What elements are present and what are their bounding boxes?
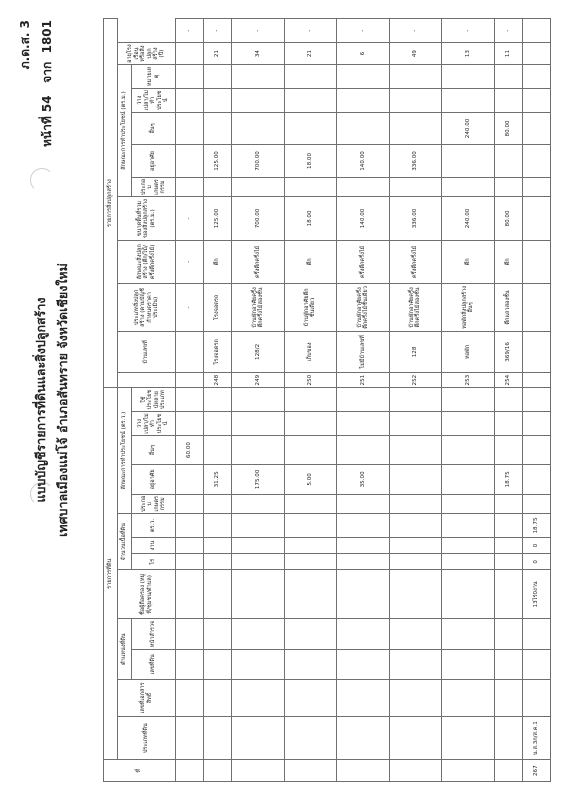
building-cell-house: [176, 331, 204, 372]
land-cell: [204, 388, 232, 412]
table-row: [522, 19, 550, 782]
land-cell-land-type: [204, 716, 232, 759]
land-cell-ngan: [204, 537, 232, 553]
building-cell-other: 240.00: [442, 112, 494, 145]
building-cell-type: -: [176, 284, 204, 332]
building-cell-type: บ้านพักอาศัยครึ่งตึกครึ่งไม้สองชั้น: [232, 284, 284, 332]
building-cell-vacant: [176, 88, 204, 112]
land-cell-rai: [494, 554, 522, 570]
land-cell-vacant: [522, 412, 550, 436]
building-cell-other: [284, 112, 336, 145]
header-agriculture: ประกอบเกษตรกรรม: [132, 494, 176, 514]
land-cell-seq: [204, 760, 232, 782]
building-cell-no: 251: [337, 373, 389, 388]
building-cell-type: บ้านพักอาศัยตึกชั้นเดียว: [284, 284, 336, 332]
building-cell-char: -: [176, 240, 204, 283]
land-cell-ngan: [337, 537, 389, 553]
page-number: 54: [40, 95, 54, 113]
building-cell-area: [522, 197, 550, 240]
building-cell-agri: [442, 177, 494, 197]
document-title: [30, 0, 74, 800]
land-cell-land-type: [442, 716, 494, 759]
header-seq: ที่: [104, 760, 176, 782]
building-cell-agri: [284, 177, 336, 197]
building-cell-house: หอพัก: [442, 331, 494, 372]
table-row: [494, 19, 522, 782]
building-cell-age: 21: [204, 43, 232, 65]
building-cell-remark: -: [176, 19, 204, 43]
land-cell: [284, 649, 336, 679]
table-row: [442, 19, 494, 782]
land-cell: [176, 649, 204, 679]
land-cell: [442, 619, 494, 649]
land-cell: [522, 649, 550, 679]
land-cell-sqwa: [337, 514, 389, 538]
land-cell-other: [232, 435, 284, 464]
land-cell-sqwa: [232, 514, 284, 538]
building-cell-agri: [389, 177, 441, 197]
building-cell-char: ครึ่งตึกครึ่งไม้: [337, 240, 389, 283]
building-cell-type: บ้านพักอาศัยครึ่งตึกครึ่งไม้สองชั้น: [389, 284, 441, 332]
building-cell-type: [522, 284, 550, 332]
land-cell-doc-no: [494, 680, 522, 717]
land-cell-vacant: [284, 412, 336, 436]
land-cell-land-type: [176, 716, 204, 759]
land-cell-land-type: [337, 716, 389, 759]
land-cell-sqwa: [204, 514, 232, 538]
building-cell-res: [522, 145, 550, 178]
building-cell-char: [522, 240, 550, 283]
building-cell-remark: -: [389, 19, 441, 43]
land-cell: [389, 494, 441, 514]
land-cell-sqwa: [284, 514, 336, 538]
header-area-section: จำนวนเนื้อที่ดิน: [118, 514, 132, 570]
land-cell-land-type: [232, 716, 284, 759]
header-house-no: บ้านเลขที่: [118, 331, 176, 372]
land-cell-other: [389, 435, 441, 464]
building-cell-res: [176, 145, 204, 178]
building-cell-res: 125.00: [204, 145, 232, 178]
building-cell-vacant: [284, 88, 336, 112]
building-cell-age: 6: [337, 43, 389, 65]
building-cell-vacant: [494, 88, 522, 112]
building-cell: [494, 64, 522, 88]
building-cell-house: 128: [389, 331, 441, 372]
land-cell-ngan: [389, 537, 441, 553]
land-cell-sqwa: [442, 514, 494, 538]
building-cell-no: 250: [284, 373, 336, 388]
land-cell-sqwa: [176, 514, 204, 538]
land-cell-seq: [494, 760, 522, 782]
building-cell-remark: -: [337, 19, 389, 43]
building-cell-agri: [232, 177, 284, 197]
header-b-agriculture: ประกอบเกษตรกรรม: [132, 177, 176, 197]
land-cell: [284, 388, 336, 412]
header-doc-no: เลขที่เอกสารสิทธิ์: [118, 680, 176, 717]
land-cell-ngan: 0: [522, 537, 550, 553]
land-cell-rai: [176, 554, 204, 570]
building-cell: [204, 64, 232, 88]
land-cell-rai: [442, 554, 494, 570]
land-cell-owner: [204, 570, 232, 619]
building-cell-other: [204, 112, 232, 145]
land-cell-ngan: [494, 537, 522, 553]
land-cell-doc-no: [389, 680, 441, 717]
land-cell-doc-no: [176, 680, 204, 717]
land-cell: [284, 494, 336, 514]
building-cell-res: 140.00: [337, 145, 389, 178]
table-row: [284, 19, 336, 782]
building-cell-agri: [522, 177, 550, 197]
land-cell: [204, 494, 232, 514]
land-cell-other: [337, 435, 389, 464]
building-cell-house: ไม่มีบ้านเลขที่: [337, 331, 389, 372]
land-cell: [284, 619, 336, 649]
building-cell-res: 700.00: [232, 145, 284, 178]
land-cell-rai: [232, 554, 284, 570]
land-cell-other: 60.00: [176, 435, 204, 464]
land-cell-ngan: [442, 537, 494, 553]
building-cell-vacant: [522, 88, 550, 112]
building-cell-type: หอพักสิ่งปลูกสร้างอื่นๆ: [442, 284, 494, 332]
building-cell: [337, 64, 389, 88]
building-cell-res: [494, 145, 522, 178]
land-cell: [442, 649, 494, 679]
form-code: ภ.ด.ส. 3: [18, 20, 32, 70]
land-cell-land-type: [494, 716, 522, 759]
land-cell-land-type: น.ส.3ก/ส.ค.1: [522, 716, 550, 759]
land-cell: [176, 388, 204, 412]
land-cell: [232, 649, 284, 679]
building-cell-age: [522, 43, 550, 65]
header-building-area: ขนาดพื้นที่รวมของสิ่งปลูกสร้าง (ตร.ม.): [118, 197, 176, 240]
table-row: [389, 19, 441, 782]
building-cell-type: ตึกแถวสองชั้น: [494, 284, 522, 332]
building-cell-no: [522, 373, 550, 388]
building-cell-house: [522, 331, 550, 372]
land-cell-doc-no: [232, 680, 284, 717]
land-cell: [522, 494, 550, 514]
total-pages: 1801: [40, 20, 54, 54]
land-cell-sqwa: 18.75: [522, 514, 550, 538]
building-cell: [389, 64, 441, 88]
header-building-character: ลักษณะสิ่งปลูกสร้าง (ตึก/ไม้/ครึ่งตึกครึ่งไม้): [118, 240, 176, 283]
land-cell-vacant: [442, 412, 494, 436]
table-row: [176, 19, 204, 782]
land-cell-residence: [442, 465, 494, 494]
building-cell-no: 248: [204, 373, 232, 388]
land-cell: [389, 388, 441, 412]
building-cell-area: 240.00: [442, 197, 494, 240]
land-cell-residence: 18.75: [494, 465, 522, 494]
land-cell-owner: [389, 570, 441, 619]
register-table: [103, 18, 551, 782]
header-land-number: เลขที่ดิน: [132, 649, 176, 679]
land-cell: [442, 388, 494, 412]
land-cell-seq: [284, 760, 336, 782]
building-cell-no: 249: [232, 373, 284, 388]
land-cell-other: [522, 435, 550, 464]
building-cell-area: 125.00: [204, 197, 232, 240]
of-label: จาก: [40, 61, 54, 83]
header-building-type: ประเภทสิ่งปลูกสร้าง (ตามบัญชีกำหนดราคาประเมิน): [118, 284, 176, 332]
building-cell-vacant: [204, 88, 232, 112]
land-cell-other: [284, 435, 336, 464]
land-cell-vacant: [337, 412, 389, 436]
building-cell-no: 253: [442, 373, 494, 388]
land-cell-vacant: [494, 412, 522, 436]
land-cell-residence: 5.00: [284, 465, 336, 494]
header-mixed: ใช้ประโยชน์หลายประเภท: [132, 388, 176, 412]
header-sqwa: ตร.ว.: [132, 514, 176, 538]
building-cell-other: [337, 112, 389, 145]
building-cell-age: 11: [494, 43, 522, 65]
building-cell-other: [176, 112, 204, 145]
building-cell-agri: [337, 177, 389, 197]
building-cell-char: ตึก: [284, 240, 336, 283]
building-cell-other: [522, 112, 550, 145]
building-cell-char: ตึก: [494, 240, 522, 283]
building-cell: [232, 64, 284, 88]
land-cell-ngan: [176, 537, 204, 553]
land-cell: [337, 388, 389, 412]
land-cell-residence: 31.25: [204, 465, 232, 494]
land-cell-doc-no: [284, 680, 336, 717]
building-cell-no: 254: [494, 373, 522, 388]
land-cell: [204, 619, 232, 649]
building-cell-area: 18.00: [284, 197, 336, 240]
building-cell-res: 18.00: [284, 145, 336, 178]
building-cell-age: 21: [284, 43, 336, 65]
header-land-section: รายการที่ดิน: [104, 388, 118, 760]
land-cell-other: [442, 435, 494, 464]
land-cell: [232, 494, 284, 514]
land-cell-ngan: [232, 537, 284, 553]
land-cell: [494, 649, 522, 679]
building-cell-area: -: [176, 197, 204, 240]
land-cell-vacant: [176, 412, 204, 436]
building-cell-vacant: [389, 88, 441, 112]
building-cell-house: โรงจอดรถ: [204, 331, 232, 372]
land-cell-doc-no: [204, 680, 232, 717]
land-cell: [232, 619, 284, 649]
header-other-use: อื่นๆ: [132, 435, 176, 464]
header-b-usage-section: ลักษณะการทำประโยชน์ (ตร.ม.): [118, 64, 132, 196]
land-cell: [494, 388, 522, 412]
land-cell-doc-no: [522, 680, 550, 717]
land-cell: [337, 649, 389, 679]
building-cell-remark: -: [442, 19, 494, 43]
land-cell-rai: [389, 554, 441, 570]
building-cell-age: 34: [232, 43, 284, 65]
land-cell-sqwa: [389, 514, 441, 538]
land-cell-seq: [442, 760, 494, 782]
header-owner: ชื่อผู้ถือครอง (หมู่ที่/ชุมชน/ตำบล): [118, 570, 176, 619]
header-land-location: ตำแหน่งที่ดิน: [118, 619, 132, 680]
header-b-other-use: อื่นๆ: [132, 112, 176, 145]
land-cell-other: [204, 435, 232, 464]
land-cell-seq: 267: [522, 760, 550, 782]
building-cell-agri: [176, 177, 204, 197]
header-remarks: หมายเหตุ: [132, 64, 176, 88]
table-row: [232, 19, 284, 782]
building-cell-char: ครึ่งตึกครึ่งไม้: [389, 240, 441, 283]
building-cell-agri: [494, 177, 522, 197]
building-cell-other: [232, 112, 284, 145]
land-cell: [204, 649, 232, 679]
land-cell-seq: [389, 760, 441, 782]
land-cell-owner: [232, 570, 284, 619]
land-cell: [389, 619, 441, 649]
building-cell-area: 140.00: [337, 197, 389, 240]
land-cell-vacant: [389, 412, 441, 436]
building-cell-no: 252: [389, 373, 441, 388]
building-cell-type: บ้านพักอาศัยครึ่งตึกครึ่งไม้ชั้นเดียว: [337, 284, 389, 332]
header-age: อายุโรงเรือนหรือสิ่งปลูกสร้าง (ปี): [118, 43, 176, 65]
header-building-section: รายการสิ่งปลูกสร้าง: [104, 19, 118, 388]
land-cell-sqwa: [494, 514, 522, 538]
building-cell-vacant: [232, 88, 284, 112]
land-cell: [176, 494, 204, 514]
land-cell: [494, 494, 522, 514]
land-cell: [337, 494, 389, 514]
land-cell-other: [494, 435, 522, 464]
land-cell-owner: [337, 570, 389, 619]
building-cell-res: 336.00: [389, 145, 441, 178]
building-cell: [284, 64, 336, 88]
building-cell-age: 49: [389, 43, 441, 65]
land-cell: [232, 388, 284, 412]
land-cell: [337, 619, 389, 649]
building-cell: [442, 64, 494, 88]
building-cell-vacant: [442, 88, 494, 112]
land-cell-seq: [176, 760, 204, 782]
land-cell-doc-no: [442, 680, 494, 717]
building-cell-other: [389, 112, 441, 145]
land-cell: [522, 619, 550, 649]
land-cell-owner: [284, 570, 336, 619]
building-cell-house: 128/2: [232, 331, 284, 372]
land-cell-owner: [176, 570, 204, 619]
building-cell: [522, 64, 550, 88]
header-ngan: งาน: [132, 537, 176, 553]
building-cell-area: 336.00: [389, 197, 441, 240]
building-cell-vacant: [337, 88, 389, 112]
land-cell-residence: [522, 465, 550, 494]
building-cell-remark: [522, 19, 550, 43]
land-cell-residence: [176, 465, 204, 494]
land-cell-residence: 175.00: [232, 465, 284, 494]
building-cell-no: [176, 373, 204, 388]
building-cell: [176, 64, 204, 88]
land-cell-vacant: [204, 412, 232, 436]
building-cell-house: 369/16: [494, 331, 522, 372]
table-row: [204, 19, 232, 782]
building-cell-house: เก็บของ: [284, 331, 336, 372]
land-cell-residence: [389, 465, 441, 494]
title-line-1: แบบบัญชีรายการที่ดินและสิ่งปลูกสร้าง: [33, 297, 48, 503]
building-cell-char: ตึก: [442, 240, 494, 283]
land-cell: [494, 619, 522, 649]
building-cell-age: 13: [442, 43, 494, 65]
land-cell-ngan: [284, 537, 336, 553]
land-cell-owner: [442, 570, 494, 619]
land-cell-rai: [284, 554, 336, 570]
building-cell-agri: [204, 177, 232, 197]
building-cell-remark: -: [494, 19, 522, 43]
header-vacant: ว่างเปล่า/ไม่ทำประโยชน์: [132, 412, 176, 436]
land-cell-rai: [337, 554, 389, 570]
land-cell-owner: 13ไร่0งาน: [522, 570, 550, 619]
building-cell-remark: -: [284, 19, 336, 43]
land-cell-seq: [232, 760, 284, 782]
header-b-residence: อยู่อาศัย: [132, 145, 176, 178]
building-cell-char: ตึก: [204, 240, 232, 283]
building-cell-type: โรงจอดรถ: [204, 284, 232, 332]
header-usage-section: ลักษณะการทำประโยชน์ (ตร.ว.): [118, 388, 132, 514]
land-cell-rai: 0: [522, 554, 550, 570]
header-b-vacant: ว่างเปล่า/ไม่ทำประโยชน์: [132, 88, 176, 112]
land-cell: [389, 649, 441, 679]
land-cell-land-type: [284, 716, 336, 759]
header-residence: อยู่อาศัย: [132, 465, 176, 494]
land-cell-seq: [337, 760, 389, 782]
land-cell-residence: 35.00: [337, 465, 389, 494]
land-cell-land-type: [389, 716, 441, 759]
land-cell: [522, 388, 550, 412]
header-bno: [118, 373, 176, 388]
land-cell: [176, 619, 204, 649]
land-cell-owner: [494, 570, 522, 619]
table-row: [337, 19, 389, 782]
building-cell-char: ครึ่งตึกครึ่งไม้: [232, 240, 284, 283]
building-cell-other: 80.00: [494, 112, 522, 145]
title-line-2: เทศบาลเมืองแม่โจ้ อำเภอสันทราย จังหวัดเชียงใหม่: [55, 263, 70, 537]
building-cell-res: [442, 145, 494, 178]
page-label: หน้าที่: [40, 116, 54, 148]
land-cell-doc-no: [337, 680, 389, 717]
building-cell-age: [176, 43, 204, 65]
header-rai: ไร่: [132, 554, 176, 570]
building-cell-remark: -: [204, 19, 232, 43]
building-cell-area: 80.00: [494, 197, 522, 240]
building-cell-area: 700.00: [232, 197, 284, 240]
land-cell: [442, 494, 494, 514]
header-survey-page: หน้าสำรวจ: [132, 619, 176, 649]
building-cell-remark: -: [232, 19, 284, 43]
land-cell-rai: [204, 554, 232, 570]
header-land-type: ประเภทที่ดิน: [118, 716, 176, 759]
land-cell-vacant: [232, 412, 284, 436]
